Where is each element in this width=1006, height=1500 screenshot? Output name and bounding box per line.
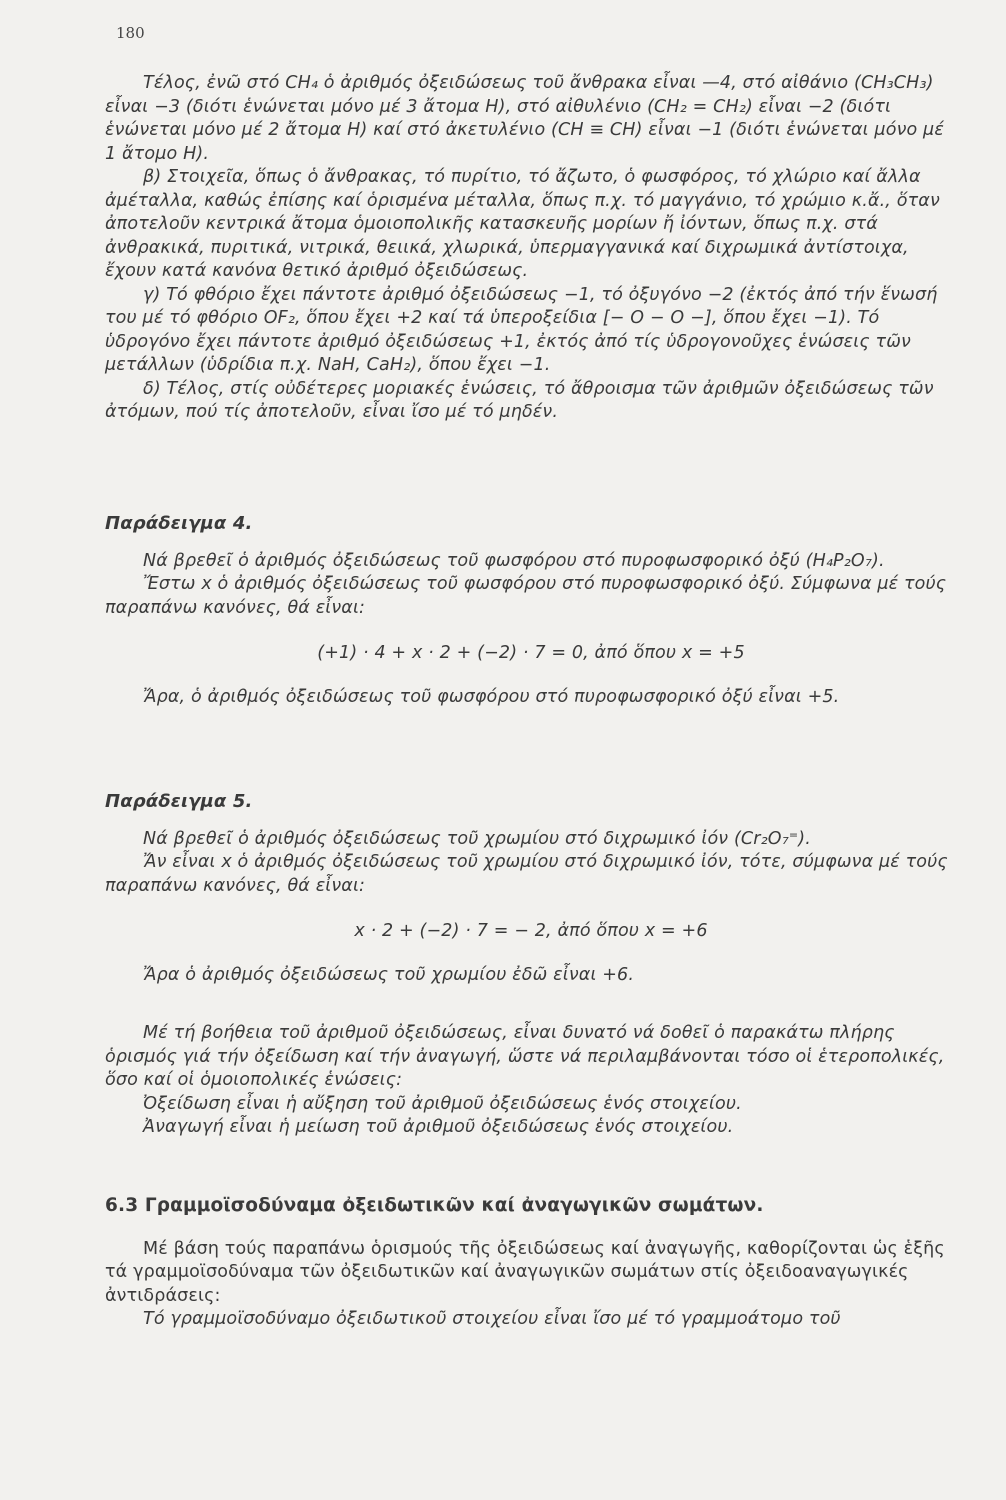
example-4-equation: (+1) · 4 + x · 2 + (−2) · 7 = 0, ἀπό ὅπου x = +5 — [317, 643, 745, 663]
paragraph-ethane: Τέλος, ἐνῶ στό CH₄ ὁ ἀριθμός ὀξειδώσεως τοῦ ἄνθρακα εἶναι —4, στό αἰθάνιο (CH₃CH₃) εἶναι −3 (διότι ἑνώνεται μόνο μέ 3 ἄτομα H), στό αἰθυλένιο (CH₂ = CH₂) εἶναι −2 (διότι ἑνώνεται μόνο μέ 2 ἄτομα H) καί στό ἀκετυλένιο (CH ≡ CH) εἶναι −1 (διότι ἑνώνεται μόνο μέ 1 ἄτομο H). — [105, 73, 944, 164]
definition-oxidation: Ὀξείδωση εἶναι ἡ αὔξηση τοῦ ἀριθμοῦ ὀξειδώσεως ἑνός στοιχείου. — [143, 1093, 742, 1114]
example-5-answer: Ἄρα ὁ ἀριθμός ὀξειδώσεως τοῦ χρωμίου ἐδῶ εἶναι +6. — [143, 964, 635, 985]
rules-block — [105, 72, 957, 425]
example-4-answer: Ἄρα, ὁ ἀριθμός ὀξειδώσεως τοῦ φωσφόρου στό πυροφωσφορικό ὀξύ εἶναι +5. — [143, 686, 840, 707]
definitions-block — [105, 1022, 957, 1140]
example-5-equation: x · 2 + (−2) · 7 = − 2, ἀπό ὅπου x = +6 — [354, 921, 708, 941]
paragraph-rule-b: β) Στοιχεῖα, ὅπως ὁ ἄνθρακας, τό πυρίτιο, τό ἄζωτο, ὁ φωσφόρος, τό χλώριο καί ἄλλα ἀμέταλλα, καθώς ἐπίσης καί ὁρισμένα μέταλλα, ὅπως π.χ. τό μαγγάνιο, τό χρώμιο κ.ἄ., ὅταν ἀποτελοῦν κεντρικά ἄτομα ὁμοιοπολικῆς κατασκευῆς μορίων ἤ ἰόντων, ὅπως π.χ. στά ἀνθρακικά, πυριτικά, νιτρικά, θειικά, χλωρικά, ὑπερμαγγανικά καί διχρωμικά ἀντίστοιχα, ἔχουν κατά κανόνα θετικό ἀριθμό ὀξειδώσεως. — [105, 167, 940, 281]
example-4 — [105, 512, 957, 709]
paragraph-rule-d: δ) Τέλος, στίς οὐδέτερες μοριακές ἑνώσεις, τό ἄθροισμα τῶν ἀριθμῶν ὀξειδώσεως τῶν ἀτόμων, πού τίς ἀποτελοῦν, εἶναι ἴσο μέ τό μηδέν. — [105, 378, 934, 422]
definition-reduction: Ἀναγωγή εἶναι ἡ μείωση τοῦ ἀριθμοῦ ὀξειδώσεως ἑνός στοιχείου. — [143, 1117, 734, 1137]
page-number: 180 — [116, 24, 145, 42]
section-paragraph: Μέ βάση τούς παραπάνω ὁρισμούς τῆς ὀξειδώσεως καί ἀναγωγῆς, καθορίζονται ὡς ἑξῆς τά γραμμοϊσοδύναμα τῶν ὀξειδωτικῶν καί ἀναγωγικῶν σωμάτων στίς ὀξειδοαναγωγικές ἀντιδράσεις: — [105, 1238, 945, 1306]
section-6-3 — [105, 1194, 957, 1332]
definitions-intro: Μέ τή βοήθεια τοῦ ἀριθμοῦ ὀξειδώσεως, εἶναι δυνατό νά δοθεῖ ὁ παρακάτω πλήρης ὁρισμός γιά τήν ὀξείδωση καί τήν ἀναγωγή, ὥστε νά περιλαμβάνονται τόσο οἱ ἑτεροπολικές, ὅσο καί οἱ ὁμοιοπολικές ἑνώσεις: — [105, 1023, 945, 1090]
example-5-setup: Ἄν εἶναι x ὁ ἀριθμός ὀξειδώσεως τοῦ χρωμίου στό διχρωμικό ἰόν, τότε, σύμφωνα μέ τούς παραπάνω κανόνες, θά εἶναι: — [105, 852, 948, 896]
example-4-heading: Παράδειγμα 4. — [105, 513, 253, 534]
example-4-setup: Ἔστω x ὁ ἀριθμός ὀξειδώσεως τοῦ φωσφόρου στό πυροφωσφορικό ὀξύ. Σύμφωνα μέ τούς παραπάνω κανόνες, θά εἶναι: — [105, 574, 947, 618]
example-5 — [105, 790, 957, 987]
paragraph-rule-c: γ) Τό φθόριο ἔχει πάντοτε ἀριθμό ὀξειδώσεως −1, τό ὀξυγόνο −2 (ἐκτός ἀπό τήν ἕνωσή του μέ τό φθόριο OF₂, ὅπου ἔχει +2 καί τά ὑπεροξείδια [− O − O −], ὅπου ἔχει −1). Τό ὑδρογόνο ἔχει πάντοτε ἀριθμό ὀξειδώσεως +1, ἐκτός ἀπό τίς ὑδρογονοῦχες ἑνώσεις τῶν μετάλλων (ὑδρίδια π.χ. NaH, CaH₂), ὅπου ἔχει −1. — [105, 284, 938, 375]
section-paragraph-2: Τό γραμμοϊσοδύναμο ὀξειδωτικοῦ στοιχείου εἶναι ἴσο μέ τό γραμμοάτομο τοῦ — [143, 1309, 841, 1329]
example-5-question: Νά βρεθεῖ ὁ ἀριθμός ὀξειδώσεως τοῦ χρωμίου στό διχρωμικό ἰόν (Cr₂O₇⁼). — [143, 828, 811, 849]
section-title: 6.3 Γραμμοϊσοδύναμα ὀξειδωτικῶν καί ἀναγωγικῶν σωμάτων. — [105, 1195, 764, 1216]
example-5-heading: Παράδειγμα 5. — [105, 791, 253, 812]
example-4-question: Νά βρεθεῖ ὁ ἀριθμός ὀξειδώσεως τοῦ φωσφόρου στό πυροφωσφορικό ὀξύ (H₄P₂O₇). — [143, 550, 885, 571]
